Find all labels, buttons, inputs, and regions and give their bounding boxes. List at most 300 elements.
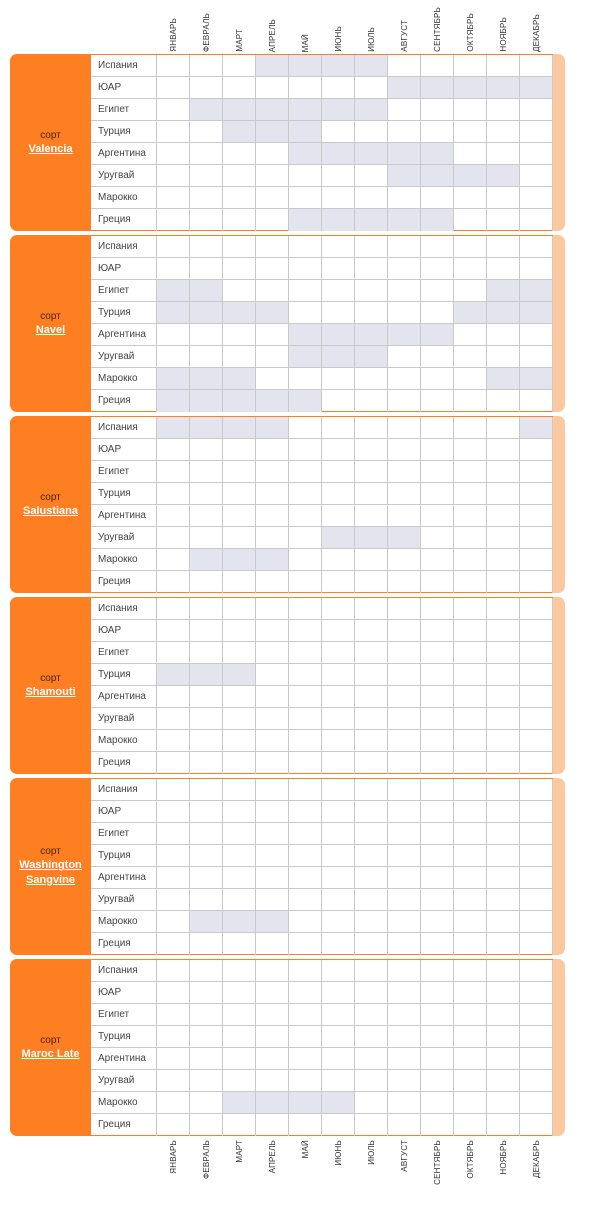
availability-cell <box>355 823 388 845</box>
availability-cell <box>388 417 421 439</box>
availability-cell <box>223 77 256 99</box>
table-row <box>91 911 553 933</box>
availability-cell <box>355 505 388 527</box>
table-row <box>91 845 553 867</box>
availability-cell <box>487 1070 520 1092</box>
availability-cell <box>421 823 454 845</box>
availability-cell <box>157 121 190 143</box>
table-row <box>91 505 553 527</box>
availability-cell <box>421 280 454 302</box>
availability-cell <box>355 620 388 642</box>
availability-cell <box>322 642 355 664</box>
availability-cell <box>223 143 256 165</box>
availability-cell <box>355 258 388 280</box>
availability-cell <box>388 280 421 302</box>
availability-cell <box>223 483 256 505</box>
availability-cell <box>487 121 520 143</box>
availability-cell <box>388 801 421 823</box>
availability-cell <box>520 99 553 121</box>
availability-cell <box>487 1004 520 1026</box>
availability-cell-filled <box>355 346 388 368</box>
availability-cell-filled <box>388 324 421 346</box>
country-label: Аргентина <box>91 505 157 527</box>
availability-cell <box>421 417 454 439</box>
availability-cell-filled <box>388 527 421 549</box>
availability-cell <box>322 1114 355 1136</box>
availability-cell <box>520 960 553 982</box>
availability-cell-filled <box>190 302 223 324</box>
table-row <box>91 752 553 774</box>
availability-cell <box>322 779 355 801</box>
month-label <box>454 4 487 52</box>
availability-cell-filled <box>190 549 223 571</box>
availability-cell <box>190 801 223 823</box>
availability-cell <box>157 642 190 664</box>
availability-cell <box>388 1026 421 1048</box>
availability-cell <box>487 439 520 461</box>
month-label-text: НОЯБРЬ <box>499 1140 508 1175</box>
table-row <box>91 571 553 593</box>
country-label: Египет <box>91 280 157 302</box>
availability-cell <box>520 527 553 549</box>
availability-cell <box>520 779 553 801</box>
availability-cell <box>190 187 223 209</box>
availability-cell <box>289 461 322 483</box>
availability-cell <box>289 889 322 911</box>
availability-cell <box>454 686 487 708</box>
availability-cell <box>322 505 355 527</box>
month-label <box>421 4 454 52</box>
table-row <box>91 982 553 1004</box>
availability-cell-filled <box>289 209 322 231</box>
variety-name-link[interactable]: Shamouti <box>25 685 76 698</box>
availability-cell <box>487 598 520 620</box>
month-label-text: ДЕКАБРЬ <box>532 1140 541 1178</box>
availability-cell <box>454 1114 487 1136</box>
availability-cell <box>487 933 520 955</box>
month-label <box>157 1140 190 1188</box>
availability-cell <box>190 686 223 708</box>
availability-cell <box>388 571 421 593</box>
availability-cell <box>289 642 322 664</box>
availability-cell-filled <box>289 346 322 368</box>
availability-cell <box>157 209 190 231</box>
availability-cell-filled <box>421 209 454 231</box>
variety-name-link[interactable]: Maroc Late <box>21 1047 80 1060</box>
availability-cell <box>190 165 223 187</box>
availability-cell-filled <box>355 527 388 549</box>
availability-cell-filled <box>256 417 289 439</box>
availability-cell <box>289 165 322 187</box>
availability-cell-filled <box>157 417 190 439</box>
availability-cell <box>487 417 520 439</box>
table-row <box>91 1026 553 1048</box>
availability-cell <box>487 982 520 1004</box>
availability-cell <box>487 1092 520 1114</box>
country-label: Испания <box>91 236 157 258</box>
availability-cell <box>157 933 190 955</box>
availability-cell <box>454 121 487 143</box>
table-row <box>91 483 553 505</box>
country-label: Аргентина <box>91 686 157 708</box>
availability-cell <box>454 982 487 1004</box>
availability-cell <box>355 664 388 686</box>
availability-cell <box>256 1004 289 1026</box>
availability-cell-filled <box>454 165 487 187</box>
availability-cell <box>256 77 289 99</box>
sort-label: сорт <box>40 491 61 503</box>
variety-name-link[interactable]: Washington Sangvine <box>19 859 82 886</box>
availability-cell <box>520 664 553 686</box>
month-label <box>157 4 190 52</box>
availability-cell <box>421 730 454 752</box>
availability-cell <box>454 549 487 571</box>
availability-cell <box>190 823 223 845</box>
availability-cell <box>157 779 190 801</box>
availability-cell <box>355 708 388 730</box>
variety-panel <box>10 54 91 231</box>
availability-cell-filled <box>487 368 520 390</box>
variety-block <box>10 235 565 412</box>
availability-cell <box>421 1004 454 1026</box>
availability-cell-filled <box>289 55 322 77</box>
availability-cell <box>355 730 388 752</box>
availability-cell <box>223 461 256 483</box>
variety-name-link[interactable]: Valencia <box>28 142 73 155</box>
month-label-text: ФЕВРАЛЬ <box>202 13 211 52</box>
availability-cell-filled <box>223 911 256 933</box>
availability-cell <box>454 258 487 280</box>
availability-cell <box>454 845 487 867</box>
availability-cell <box>487 708 520 730</box>
availability-cell <box>520 933 553 955</box>
availability-cell <box>190 258 223 280</box>
availability-cell-filled <box>223 99 256 121</box>
availability-cell <box>157 686 190 708</box>
availability-cell <box>322 598 355 620</box>
availability-cell <box>520 549 553 571</box>
availability-cell <box>322 1004 355 1026</box>
table-row <box>91 960 553 982</box>
sort-label: сорт <box>40 310 61 322</box>
variety-name-link[interactable]: Salustiana <box>22 504 79 517</box>
availability-cell <box>256 368 289 390</box>
availability-cell <box>289 664 322 686</box>
availability-cell <box>289 549 322 571</box>
availability-cell <box>190 642 223 664</box>
availability-cell <box>454 483 487 505</box>
sort-label: сорт <box>40 846 61 857</box>
availability-cell-filled <box>223 1092 256 1114</box>
availability-cell <box>256 483 289 505</box>
availability-cell <box>256 982 289 1004</box>
availability-cell <box>322 889 355 911</box>
availability-cell <box>421 801 454 823</box>
availability-cell <box>190 143 223 165</box>
availability-cell <box>157 1092 190 1114</box>
month-label-text: ФЕВРАЛЬ <box>202 1140 211 1179</box>
country-label: ЮАР <box>91 982 157 1004</box>
country-label: Испания <box>91 417 157 439</box>
availability-cell-filled <box>190 368 223 390</box>
availability-cell <box>421 867 454 889</box>
availability-cell-filled <box>355 55 388 77</box>
availability-cell <box>322 752 355 774</box>
availability-cell-filled <box>289 1092 322 1114</box>
country-label: Египет <box>91 1004 157 1026</box>
country-label: Египет <box>91 99 157 121</box>
availability-cell <box>355 571 388 593</box>
availability-cell <box>289 527 322 549</box>
availability-cell <box>157 439 190 461</box>
availability-cell-filled <box>256 55 289 77</box>
table-row <box>91 368 553 390</box>
availability-cell <box>322 620 355 642</box>
country-label: Испания <box>91 55 157 77</box>
availability-cell <box>157 911 190 933</box>
month-label <box>322 1140 355 1188</box>
availability-cell <box>223 708 256 730</box>
variety-name-link[interactable]: Navel <box>35 323 66 336</box>
availability-cell <box>454 752 487 774</box>
table-row <box>91 55 553 77</box>
availability-cell <box>223 620 256 642</box>
availability-cell <box>289 302 322 324</box>
availability-cell <box>157 549 190 571</box>
availability-cell <box>421 752 454 774</box>
availability-cell-filled <box>421 324 454 346</box>
availability-cell <box>157 505 190 527</box>
availability-cell <box>223 779 256 801</box>
availability-cell <box>256 571 289 593</box>
table-row <box>91 324 553 346</box>
variety-block <box>10 778 565 955</box>
availability-cell <box>157 620 190 642</box>
availability-cell <box>388 1048 421 1070</box>
availability-cell <box>520 867 553 889</box>
availability-cell <box>223 867 256 889</box>
availability-cell <box>190 483 223 505</box>
availability-cell-filled <box>487 280 520 302</box>
availability-cell <box>289 911 322 933</box>
availability-cell <box>421 461 454 483</box>
country-label: Марокко <box>91 911 157 933</box>
availability-cell <box>520 1070 553 1092</box>
availability-cell-filled <box>520 77 553 99</box>
availability-cell-filled <box>355 143 388 165</box>
availability-cell <box>454 324 487 346</box>
availability-cell-filled <box>487 77 520 99</box>
availability-cell <box>487 620 520 642</box>
country-label: Аргентина <box>91 867 157 889</box>
availability-cell <box>520 209 553 231</box>
table-row <box>91 1092 553 1114</box>
availability-cell <box>322 236 355 258</box>
table-row <box>91 708 553 730</box>
availability-cell <box>256 664 289 686</box>
availability-cell <box>520 390 553 412</box>
availability-cell <box>520 236 553 258</box>
availability-cell <box>487 55 520 77</box>
availability-cell <box>289 1026 322 1048</box>
table-row <box>91 187 553 209</box>
table-row <box>91 121 553 143</box>
availability-cell <box>520 801 553 823</box>
availability-cell <box>190 505 223 527</box>
availability-cell <box>388 258 421 280</box>
month-label <box>454 1140 487 1188</box>
availability-cell <box>355 960 388 982</box>
table-row <box>91 439 553 461</box>
availability-cell <box>487 845 520 867</box>
availability-grid <box>91 778 553 955</box>
availability-cell <box>388 664 421 686</box>
country-label: Уругвай <box>91 889 157 911</box>
availability-cell-filled <box>223 368 256 390</box>
availability-cell <box>487 686 520 708</box>
availability-cell <box>256 505 289 527</box>
table-row <box>91 1070 553 1092</box>
availability-cell <box>289 933 322 955</box>
availability-cell <box>487 801 520 823</box>
availability-cell <box>223 346 256 368</box>
availability-cell <box>256 1026 289 1048</box>
availability-cell-filled <box>322 209 355 231</box>
month-label-text: ИЮЛЬ <box>367 27 376 52</box>
availability-cell <box>421 236 454 258</box>
availability-cell <box>322 933 355 955</box>
availability-cell <box>487 258 520 280</box>
availability-cell <box>454 642 487 664</box>
availability-cell <box>256 346 289 368</box>
availability-cell <box>157 99 190 121</box>
availability-cell <box>520 258 553 280</box>
availability-cell-filled <box>355 99 388 121</box>
availability-cell <box>190 55 223 77</box>
availability-cell <box>355 165 388 187</box>
availability-cell <box>454 1048 487 1070</box>
availability-cell <box>190 620 223 642</box>
availability-cell <box>322 911 355 933</box>
availability-cell <box>223 165 256 187</box>
availability-cell <box>388 461 421 483</box>
availability-cell <box>421 708 454 730</box>
availability-cell <box>322 571 355 593</box>
availability-cell-filled <box>289 143 322 165</box>
block-edge-bar <box>553 416 565 593</box>
availability-cell <box>454 1026 487 1048</box>
availability-cell <box>190 121 223 143</box>
availability-cell <box>322 258 355 280</box>
availability-cell <box>487 960 520 982</box>
availability-cell <box>289 730 322 752</box>
availability-cell <box>487 143 520 165</box>
availability-cell <box>355 483 388 505</box>
availability-cell <box>454 889 487 911</box>
sort-label: сорт <box>40 1034 61 1046</box>
availability-cell <box>256 752 289 774</box>
month-label-text: МАРТ <box>235 1140 244 1163</box>
availability-cell <box>454 461 487 483</box>
availability-cell <box>157 165 190 187</box>
country-label: Марокко <box>91 730 157 752</box>
availability-cell <box>421 779 454 801</box>
block-edge-bar <box>553 959 565 1136</box>
availability-cell <box>157 598 190 620</box>
availability-cell <box>190 439 223 461</box>
availability-cell <box>256 280 289 302</box>
availability-cell <box>355 368 388 390</box>
availability-cell <box>223 571 256 593</box>
table-row <box>91 664 553 686</box>
availability-cell <box>223 209 256 231</box>
availability-cell <box>520 324 553 346</box>
country-label: Уругвай <box>91 346 157 368</box>
availability-cell <box>157 143 190 165</box>
availability-cell <box>388 439 421 461</box>
availability-cell-filled <box>256 121 289 143</box>
availability-cell <box>190 960 223 982</box>
availability-cell <box>388 346 421 368</box>
block-edge-bar <box>553 235 565 412</box>
month-label <box>388 4 421 52</box>
availability-cell <box>520 55 553 77</box>
availability-cell <box>520 1092 553 1114</box>
month-label-text: МАРТ <box>235 29 244 52</box>
availability-cell <box>421 664 454 686</box>
availability-cell <box>157 187 190 209</box>
availability-cell <box>157 346 190 368</box>
availability-cell <box>388 933 421 955</box>
availability-cell <box>520 121 553 143</box>
availability-cell <box>256 258 289 280</box>
availability-cell-filled <box>388 165 421 187</box>
availability-cell <box>388 390 421 412</box>
availability-cell <box>355 911 388 933</box>
availability-cell-filled <box>322 527 355 549</box>
availability-cell <box>454 911 487 933</box>
availability-cell-filled <box>289 121 322 143</box>
table-row <box>91 730 553 752</box>
availability-cell <box>454 346 487 368</box>
availability-cell <box>190 708 223 730</box>
availability-cell <box>487 505 520 527</box>
month-label <box>355 4 388 52</box>
availability-cell <box>223 324 256 346</box>
availability-cell <box>157 960 190 982</box>
month-label-text: ОКТЯБРЬ <box>466 1140 475 1179</box>
availability-cell <box>388 99 421 121</box>
availability-cell <box>289 236 322 258</box>
availability-cell <box>223 1048 256 1070</box>
availability-cell <box>322 960 355 982</box>
month-header-bottom <box>157 1140 553 1188</box>
availability-cell <box>355 1048 388 1070</box>
availability-cell <box>322 368 355 390</box>
availability-cell <box>157 1026 190 1048</box>
availability-cell <box>388 1070 421 1092</box>
availability-cell <box>421 187 454 209</box>
availability-cell <box>256 889 289 911</box>
availability-cell <box>223 258 256 280</box>
availability-cell <box>421 346 454 368</box>
availability-cell <box>322 121 355 143</box>
availability-cell <box>190 527 223 549</box>
availability-cell <box>355 867 388 889</box>
availability-cell <box>157 801 190 823</box>
country-label: Греция <box>91 933 157 955</box>
month-label <box>520 4 553 52</box>
